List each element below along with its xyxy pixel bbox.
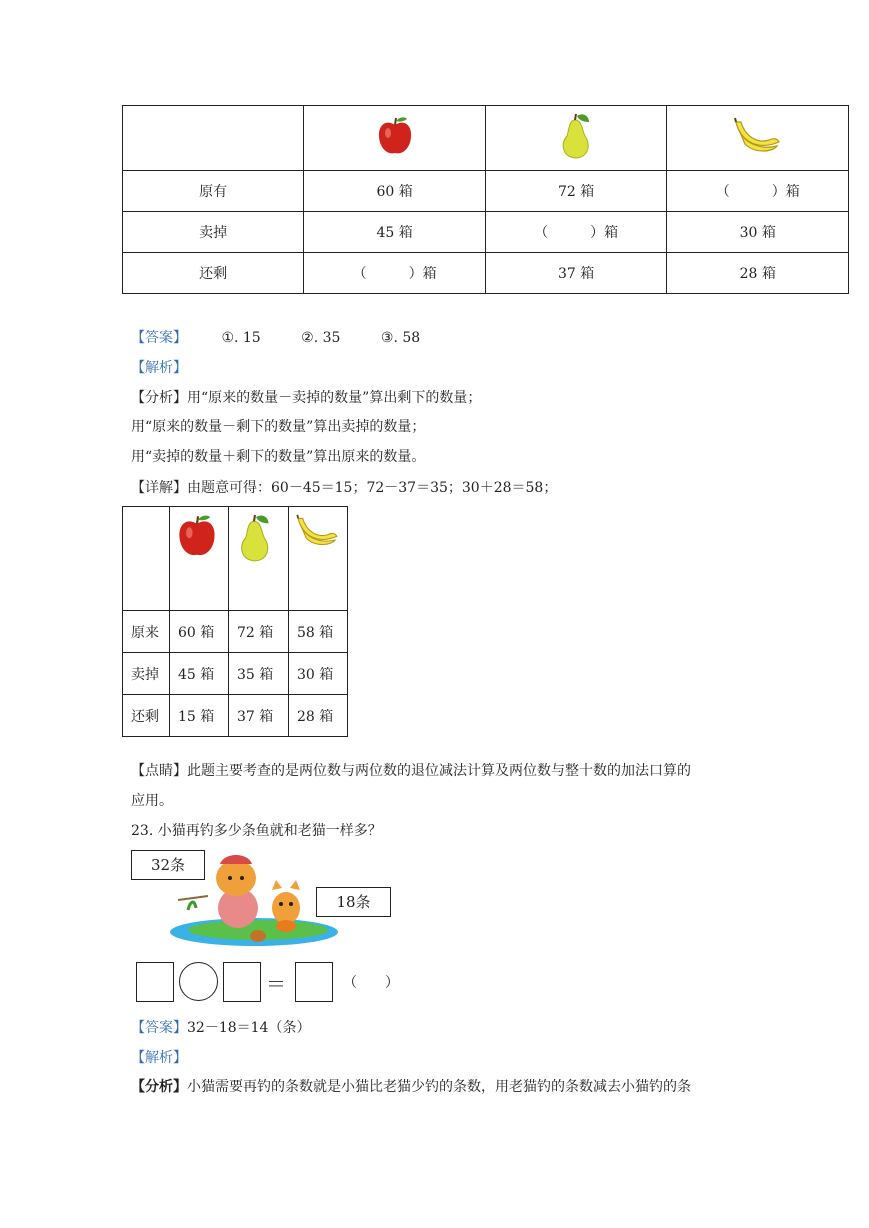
- answer-item: ①. 15: [221, 330, 261, 346]
- apple-header: [170, 507, 229, 611]
- table-cell: 60 箱: [170, 611, 229, 653]
- banana-icon: [733, 116, 783, 156]
- equation-blank-box[interactable]: [223, 962, 261, 1002]
- answer-tag: 【答案】: [131, 1020, 187, 1036]
- answer-tag: 【答案】: [131, 330, 187, 346]
- comment-line: 应用。: [131, 793, 173, 809]
- operator-circle-blank[interactable]: [179, 962, 218, 1001]
- pear-header: [485, 106, 667, 171]
- table-cell: 28 箱: [289, 695, 348, 737]
- table-cell: 28 箱: [667, 253, 849, 294]
- analysis-line: 用“卖掉的数量＋剩下的数量”算出原来的数量。: [131, 449, 426, 465]
- row-label: 卖掉: [123, 212, 304, 253]
- banana-icon: [295, 513, 341, 549]
- answer-line: [131, 327, 420, 347]
- table-cell: 35 箱: [229, 653, 289, 695]
- answer-line-2: [131, 1017, 310, 1037]
- row-label: 原来: [123, 611, 170, 653]
- table-corner-cell: [123, 507, 170, 611]
- banana-header: [289, 507, 348, 611]
- table-cell: 45 箱: [170, 653, 229, 695]
- comment-line: 【点睛】此题主要考查的是两位数与两位数的退位减法计算及两位数与整十数的加法口算的: [131, 763, 691, 779]
- row-label: 还剩: [123, 695, 170, 737]
- analysis-text: 小猫需要再钓的条数就是小猫比老猫少钓的条数，用老猫钓的条数减去小猫钓的条: [187, 1079, 691, 1095]
- analysis-line-2: [131, 1076, 691, 1096]
- answer-item: ②. 35: [301, 330, 341, 346]
- row-label: 卖掉: [123, 653, 170, 695]
- pear-icon: [557, 112, 595, 160]
- fruit-table-answer: [122, 506, 348, 737]
- equation-result-box[interactable]: [295, 962, 333, 1002]
- table-corner-cell: [123, 106, 304, 171]
- table-cell: 60 箱: [304, 171, 486, 212]
- apple-header: [304, 106, 486, 171]
- question-23: 23. 小猫再钓多少条鱼就和老猫一样多？: [131, 823, 382, 839]
- table-cell: 30 箱: [667, 212, 849, 253]
- equation-blank-box[interactable]: [136, 962, 174, 1002]
- table-cell: 58 箱: [289, 611, 348, 653]
- analysis-line: 【分析】用“原来的数量－卖掉的数量”算出剩下的数量；: [131, 390, 482, 406]
- apple-icon: [376, 115, 414, 157]
- table-cell: 45 箱: [304, 212, 486, 253]
- row-label: 原有: [123, 171, 304, 212]
- table-cell: 72 箱: [485, 171, 667, 212]
- answer-item: ③. 58: [380, 330, 421, 346]
- big-cat-count-label: 32条: [131, 850, 205, 880]
- table-cell: 72 箱: [229, 611, 289, 653]
- analysis-sub-tag: 【分析】: [131, 1079, 187, 1095]
- apple-icon: [176, 513, 218, 559]
- table-cell: 15 箱: [170, 695, 229, 737]
- small-cat-count-label: 18条: [316, 887, 391, 917]
- table-cell: 30 箱: [289, 653, 348, 695]
- table-cell-blank: （ ）箱: [667, 171, 849, 212]
- analysis-line: 用“原来的数量－剩下的数量”算出卖掉的数量；: [131, 419, 426, 435]
- pear-icon: [235, 513, 275, 563]
- answer-text: 32－18＝14（条）: [187, 1020, 311, 1036]
- banana-header: [667, 106, 849, 171]
- fruit-table-question: [122, 105, 849, 294]
- analysis-tag: 【解析】: [131, 360, 187, 376]
- row-label: 还剩: [123, 253, 304, 294]
- detail-line: 【详解】由题意可得：60－45＝15；72－37＝35；30＋28＝58；: [131, 480, 558, 496]
- unit-blank: （ ）: [343, 975, 399, 991]
- cats-fishing-illustration: [168, 850, 340, 948]
- table-cell-blank: （ ）箱: [304, 253, 486, 294]
- equals-sign: ＝: [266, 972, 286, 996]
- analysis-tag-2: 【解析】: [131, 1050, 187, 1066]
- pear-header: [229, 507, 289, 611]
- table-cell: 37 箱: [229, 695, 289, 737]
- table-cell: 37 箱: [485, 253, 667, 294]
- table-cell-blank: （ ）箱: [485, 212, 667, 253]
